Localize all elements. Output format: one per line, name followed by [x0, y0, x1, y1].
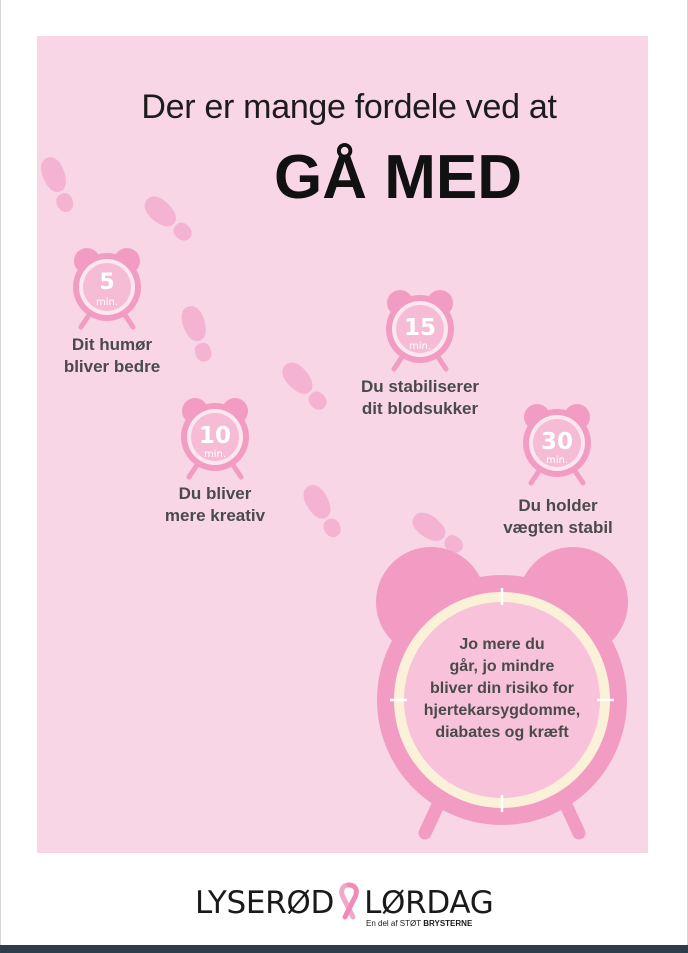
footprint-icon: [178, 303, 217, 365]
clock-minutes: 5: [99, 270, 115, 295]
benefit-5-min: Dit humør bliver bedre: [63, 335, 161, 376]
benefit-30-min: Du holder vægten stabil: [503, 496, 613, 537]
logo-right: LØRDAG: [364, 885, 494, 921]
footprint-icon: [277, 358, 332, 415]
footprint-icon: [299, 481, 347, 542]
footprint-icon: [140, 191, 197, 246]
clock-minutes: 30: [540, 429, 574, 455]
alarm-clock-icon: [73, 248, 141, 327]
benefit-10-min: Du bliver mere kreativ: [164, 484, 266, 525]
alarm-clock-icon: [386, 290, 454, 369]
alarm-clock-icon: [523, 404, 591, 483]
logo-wordmark: [195, 881, 494, 921]
clock-minutes: 10: [198, 423, 232, 449]
footprint-icon: [37, 154, 79, 216]
clock-unit: min.: [95, 297, 119, 308]
headline-intro: Der er mange fordele ved at: [141, 88, 557, 126]
pink-ribbon-icon: [334, 881, 364, 921]
screen-bottom-bar: [0, 945, 688, 953]
clock-minutes: 15: [403, 315, 437, 341]
logo-left: LYSERØD: [195, 885, 335, 921]
benefit-15-min: Du stabiliserer dit blodsukker: [360, 377, 480, 418]
logo-subtitle: En del af STØT BRYSTERNE: [366, 919, 473, 928]
headline-main: GÅ MED: [274, 143, 522, 212]
big-clock-message: Jo mere du går, jo mindre bliver din risiko for hjertekarsygdomme, diabates og kræft: [423, 636, 581, 741]
clock-unit: min.: [545, 455, 569, 466]
clock-unit: min.: [203, 449, 227, 460]
clock-unit: min.: [408, 341, 432, 352]
alarm-clock-icon: [181, 398, 249, 477]
